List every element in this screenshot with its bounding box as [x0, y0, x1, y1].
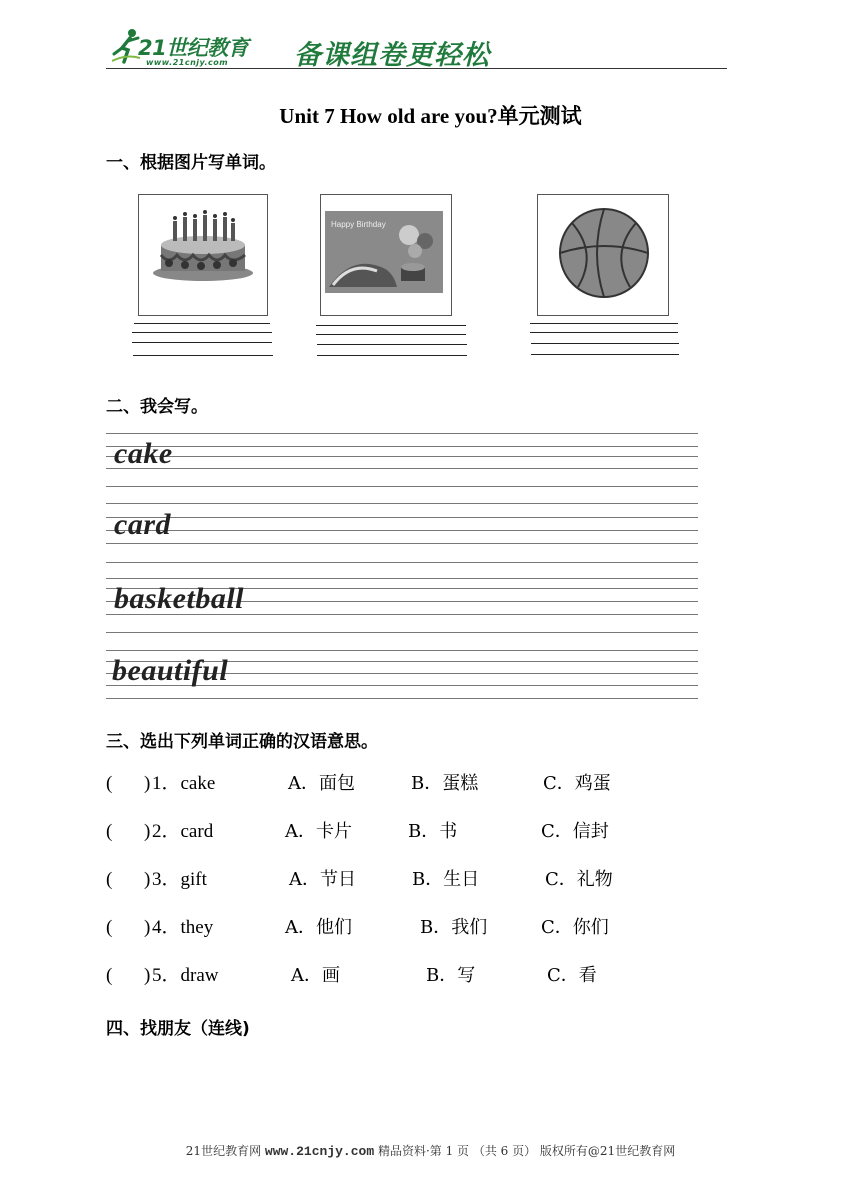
page-footer	[0, 1142, 861, 1159]
option-c[interactable]: C．你们	[541, 917, 609, 938]
option-c[interactable]: C．鸡蛋	[543, 773, 611, 794]
option-b[interactable]: B．写	[426, 965, 476, 986]
logo-text: 21世纪教育	[138, 36, 249, 60]
answer-line[interactable]	[530, 332, 678, 333]
option-a[interactable]: A．画	[291, 965, 340, 986]
answer-blank-open[interactable]: (	[106, 821, 113, 842]
page-title: Unit 7 How old are you?单元测试	[279, 104, 582, 128]
answer-blank-close: )	[144, 917, 151, 938]
writing-line[interactable]	[106, 503, 698, 504]
section-3-heading: 三、选出下列单词正确的汉语意思。	[106, 732, 378, 752]
answer-line[interactable]	[316, 334, 466, 335]
option-c[interactable]: C．礼物	[545, 869, 613, 890]
question-word: 1．cake	[152, 773, 216, 794]
answer-line[interactable]	[132, 332, 272, 333]
answer-line[interactable]	[531, 343, 679, 344]
writing-line[interactable]	[106, 446, 698, 447]
answer-line[interactable]	[530, 323, 678, 324]
writing-line[interactable]	[106, 456, 698, 457]
answer-blank-close: )	[144, 821, 151, 842]
answer-blank-open[interactable]: (	[106, 773, 113, 794]
writing-line[interactable]	[106, 698, 698, 699]
answer-line[interactable]	[531, 354, 679, 355]
option-c[interactable]: C．信封	[541, 821, 609, 842]
question-word: 5．draw	[152, 965, 219, 986]
option-b[interactable]: B．我们	[420, 917, 488, 938]
answer-line[interactable]	[317, 344, 467, 345]
basketball-icon	[538, 195, 668, 315]
option-a[interactable]: A．卡片	[285, 821, 352, 842]
answer-line[interactable]	[132, 342, 272, 343]
option-b[interactable]: B．生日	[412, 869, 480, 890]
writing-line[interactable]	[106, 530, 698, 531]
section-4-heading: 四、找朋友（连线)	[106, 1019, 250, 1039]
picture-cake	[138, 194, 268, 316]
option-a[interactable]: A．面包	[288, 773, 355, 794]
writing-line[interactable]	[106, 468, 698, 469]
answer-line[interactable]	[316, 325, 466, 326]
answer-blank-open[interactable]: (	[106, 917, 113, 938]
answer-blank-close: )	[144, 869, 151, 890]
writing-line[interactable]	[106, 517, 698, 518]
question-word: 3．gift	[152, 869, 207, 890]
section-1-heading: 一、根据图片写单词。	[106, 153, 276, 173]
model-word: card	[114, 508, 171, 541]
writing-line[interactable]	[106, 632, 698, 633]
option-a[interactable]: A．他们	[285, 917, 352, 938]
option-b[interactable]: B．书	[408, 821, 458, 842]
birthday-card-icon	[321, 195, 451, 315]
answer-line[interactable]	[317, 355, 467, 356]
footer-copyright: 精品资料·第 1 页 （共 6 页） 版权所有@21世纪教育网	[377, 1144, 676, 1158]
footer-site-name: 21世纪教育网	[185, 1144, 262, 1158]
answer-line[interactable]	[134, 323, 270, 324]
writing-line[interactable]	[106, 578, 698, 579]
question-word: 4．they	[152, 917, 214, 938]
header-divider	[106, 68, 727, 69]
model-word: beautiful	[112, 654, 229, 687]
writing-line[interactable]	[106, 433, 698, 434]
answer-blank-open[interactable]: (	[106, 965, 113, 986]
picture-card	[320, 194, 452, 316]
writing-line[interactable]	[106, 562, 698, 563]
option-c[interactable]: C．看	[547, 965, 597, 986]
writing-line[interactable]	[106, 486, 698, 487]
answer-blank-open[interactable]: (	[106, 869, 113, 890]
option-b[interactable]: B．蛋糕	[411, 773, 479, 794]
answer-blank-close: )	[144, 773, 151, 794]
header-slogan: 备课组卷更轻松	[294, 40, 490, 71]
section-2-heading: 二、我会写。	[106, 397, 208, 417]
model-word: basketball	[114, 582, 244, 615]
answer-line[interactable]	[133, 355, 273, 356]
answer-blank-close: )	[144, 965, 151, 986]
option-a[interactable]: A．节日	[289, 869, 356, 890]
card-caption: Happy Birthday	[331, 220, 386, 229]
writing-line[interactable]	[106, 543, 698, 544]
question-word: 2．card	[152, 821, 214, 842]
logo-url[interactable]: www.21cnjy.com	[146, 58, 229, 67]
writing-line[interactable]	[106, 650, 698, 651]
model-word: cake	[114, 437, 173, 470]
footer-url[interactable]: www.21cnjy.com	[264, 1144, 375, 1159]
picture-basketball	[537, 194, 669, 316]
birthday-cake-icon	[139, 195, 267, 315]
